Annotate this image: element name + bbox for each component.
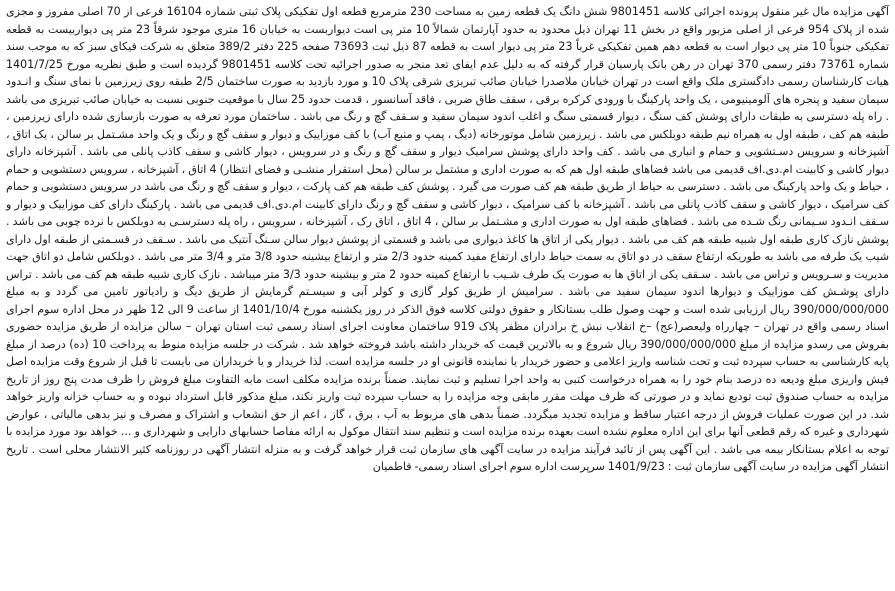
auction-notice-text: آگهی مزایده مال غیر منقول پرونده اجرائی کلاسه 9801451 شش دانگ یک قطعه زمین به مساحت 230 مترمربع قطعه اول تفکیکی پلاک ثبتی شماره 16104 فرعی از 70 اصلی مفروز و مجزی شده از پلاک 954 فرعی از اصلی مزبور واقع در بخش 11 تهران ذیل محدود به حدود آپارتمان شمالاً 10 متر پی است دیواربست به خیابان 16 متری موجود شرقاً 23 متر پی دیواربیست به قطعه تفکیکی جنوباً 10 متر پی دیوار است به قطعه دهم همین تفکیکی غرباً 23 متر پی دیوار است به قطعه 87 ذیل ثبت 73693 صفحه 225 دفتر 389/2 متعلق به شرکت فیکای سبز که به موجب سند شماره 73761 دفتر رسمی 370 تهران در رهن بانک پارسیان قرار گرفته که به دلیل عدم ایفای تعد منجر به صدور اجرائیه تحت کلاسه 9801451 گردیده است و طبق نظریه مورخ 1401/7/25 هیات کارشناسان رسمی دادگستری ملک واقع است در تهران خیابان ملاصدرا خیابان صائب تبریزی شرقی پلاک 10 و مورد بازدید به صورت ساختمان 2/5 طبقه روی زیرزمین با نمای سنگ و انـدود سیمان سفید و پنجره های آلومینیومی ، یک واحد پارکینگ با ورودی کرکره برقی ، سقف طاق ضربی ، فاقد آسانسور ، قدمت حدود 25 سال با موقعیت جنوبی نسبت به خیابان صائب تبریزی می باشد . راه پله دسترسی به طبقات دارای پوشش کف سنگ ، دیوار قسمتی سنگ و اغلب اندود سیمان سفید و سـقف گچ و رنگ می باشد . ساختمان مورد تعرفه به صورت بازسازی شده دارای زیرزمین ، طبقه هم کف ، طبقه اول به همراه نیم طبقه دوبلکس می باشد . زیرزمین شامل موتورخانه (دیگ ، پمپ و منبع آب) با کف موزاییک و دیوار و سقف گچ و رنگ و یک واحد مشـتمل بر سالن ، یک اتاق ، آشپزخانه و سرویس دسـتشویی و حمام و انباری می باشد . کف واحد دارای پوشش سرامیک دیوار و سقف گچ و رنگ و در سرویس ، دیوار کاشی و سقف کاذب پانلی می باشد . آشپزخانه دارای دیوار کاشی و کابینت ام.دی.اف قدیمی می باشد فضاهای طبقه اول هم که به صورت اداری و مشتمل بر سالن (محل استقرار منشـی و فضای انتظار) 4 اتاق ، آشپزخانه ، سرویس دستشویی و حمام ، حیاط و یک واحد پارکینگ می باشد . دسترسی به حیاط از طریق طبقه هم کف صورت می گیرد . پوشش کف طبقه هم کف پارکت ، دیوار و سقف گچ و رنگ می باشد در سرویس دستشویی و حمام کف سرامیک ، دیوار کاشی و سقف کاذب پانلی می باشد . آشپزخانه با کف سرامیک ، دیوار کاشی و سقف گچ و رنگ دارای کابینت ام.دی.اف قدیمی می باشد . پارکینگ دارای کف موزاییک و دیوار و سـقف انـدود سـیمانی رنگ شـده می باشد . فضاهای طبقه اول به صورت اداری و مشـتمل بر سالن ، 4 اتاق ، اتاق رک ، آشپزخانه ، سرویس ، راه پله دسترسـی به دوبلکس با نرده چوبی می باشد . پوشش نازک کاری طبقه اول شبیه طبقه هم کف می باشد . دیوار یکی از اتاق ها کاغذ دیواری می باشد و قسمتی از پوشش دیوار سالن سـنگ آنتیک می باشد . سـقف در قسـمتی از طبقه اول دارای شیب یک طرفه می باشد به طوریکه ارتفاع سقف در دو اتاق به سمت حیاط دارای ارتفاع مفید کمینه حدود 2/3 متر و ارتفاع بیشینه حدود 3/8 متر و 3/4 متر می باشد . دوبلکس شامل دو اتاق جهت مدیریت و سـرویس و تراس می باشد . سـقف یکی از اتاق ها به صورت یک طرف شـیب با ارتفاع کمینه حدود 2 متر و بیشینه حدود 3/3 متر میباشد . نازک کاری شبیه طبقه هم کف می باشد . تراس دارای پوشـش کف موزاییک و دیوارها اندود سیمان سفید می باشد . سرامیش از طریق کولر گازی و کولر آبی و سیسـتم گرمایش از طریق دیگ و رادیاتور تامین می گردد و به مبلغ 390/000/000/000 ریال ارزیابی شده است و جهت وصول طلب بستانکار و حقوق دولتی کلاسه فوق الذکر در روز یکشنبه مورخ 1401/10/4 از ساعت 9 الی 12 ظهر در محل اداره سوم اجرای اسناد رسمی واقع در تهران – چهارراه ولیعصر(عج) –خ انقلاب نبش خ برادران مظفر پلاک 919 ساختمان معاونت اجرای اسناد رسمی ثبت استان تهران – سالن مزایده از طریق مزایده حضوری بفروش می رسدو مزایده از مبلغ 390/000/000/000 ریال شروع و به بالاترین قیمت که خریدار داشته باشد فروخته خواهد شد . شرکت در جلسه مزایده منوط به پرداخت 10 (ده) درصد از مبلغ پایه کارشناسی به حساب سپرده ثبت و تحت شناسه واریز اعلامی و حضور خریدار یا نماینده قانونی او در جلسه مزایده است. لذا خریدار و یا خریداران می بایست تا قبل از شروع وقت مزایده اصل فیش واریزی مبلغ ودیعه ده درصد بنام خود را به همراه درخواست کتبی به واحد اجرا تسلیم و ثبت نمایند. ضمناً برنده مزایده مکلف است مابه التفاوت مبلغ فروش را ظرف مدت پنج روز از تاریخ مزایده به حساب صندوق ثبت تودیع نماید و در صورتی که ظرف مهلت مقرر مابقی وجه مزایده را به حساب سپرده ثبت واریز نکند، مبلغ مذکور قابل استرداد نبوده و به حساب خزانه واریز خواهد شد. در این صورت عملیات فروش از درجه اعتبار ساقط و مزایده تجدید میگردد. ضمناً بدهی های مربوط به آب ، برق ، گاز ، اعم از حق انشعاب و اشتراک و مصرف و نیز بدهی مالیاتی ، عوارض شهرداری و غیره که رقم قطعی آنها برای این اداره معلوم نشده است بعهده برنده مزایده است و تنظیم سند انتقال موکول به ارائه مفاصا حسابهای دارایی و شهرداری و ... خواهد بود مورد مزایده با توجه به اعلام بستانکار بیمه می باشد . این آگهی پس از تائید فرآیند مزایده در سایت آگهی های سازمان ثبت قرار خواهد گرفت و به منزله انتشار آگهی در روزنامه کثیر الانتشار محلی است . تاریخ انتشار آگهی مزایده در سایت آگهی سازمان ثبت : 1401/9/23 سرپرست اداره سوم اجرای اسناد رسمی- فاطمیان (6, 5, 890, 473)
